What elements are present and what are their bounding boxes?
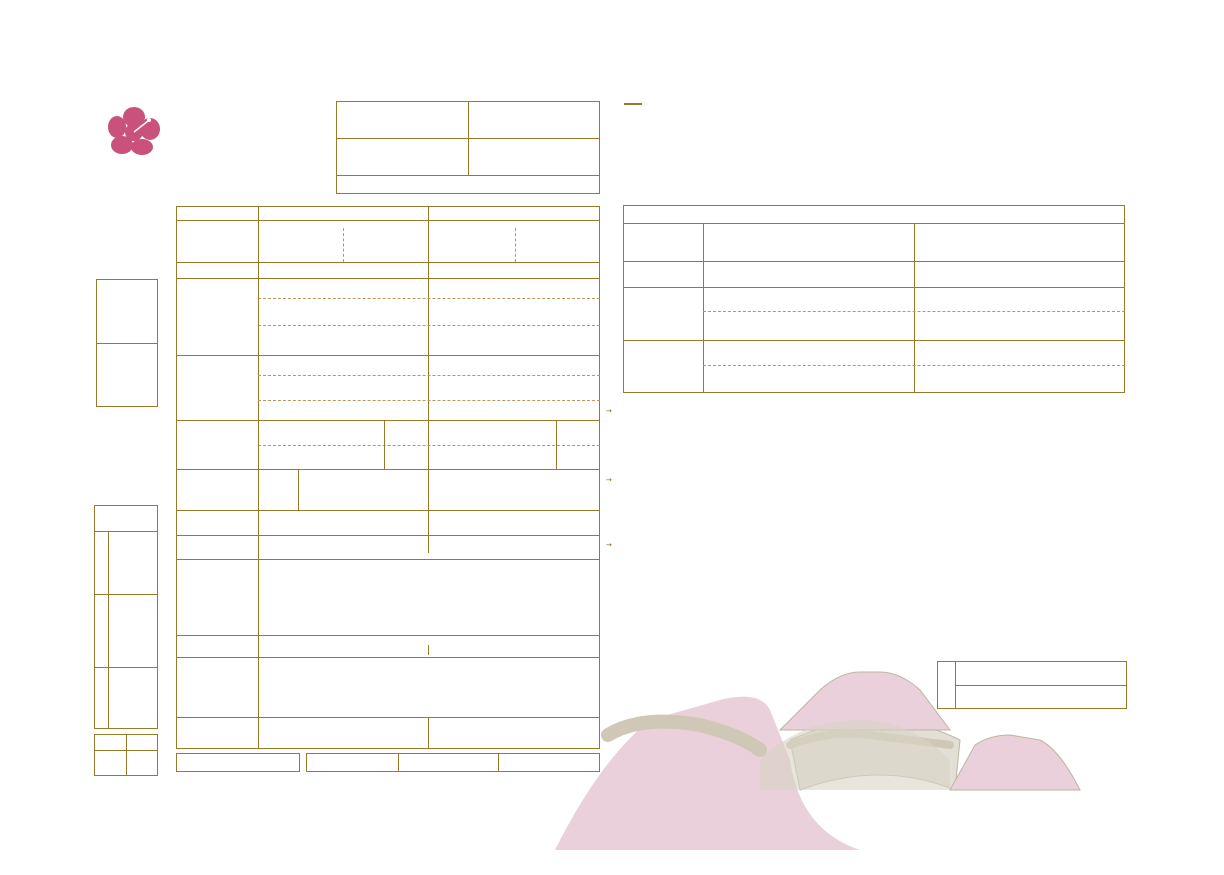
- hibiscus-logo: [108, 107, 160, 155]
- marriage-form-table: [176, 206, 600, 749]
- notes-title: [624, 103, 642, 105]
- office-use-panel: [94, 505, 158, 729]
- hittousha-note: →: [606, 407, 612, 415]
- office-check-row: [336, 175, 600, 194]
